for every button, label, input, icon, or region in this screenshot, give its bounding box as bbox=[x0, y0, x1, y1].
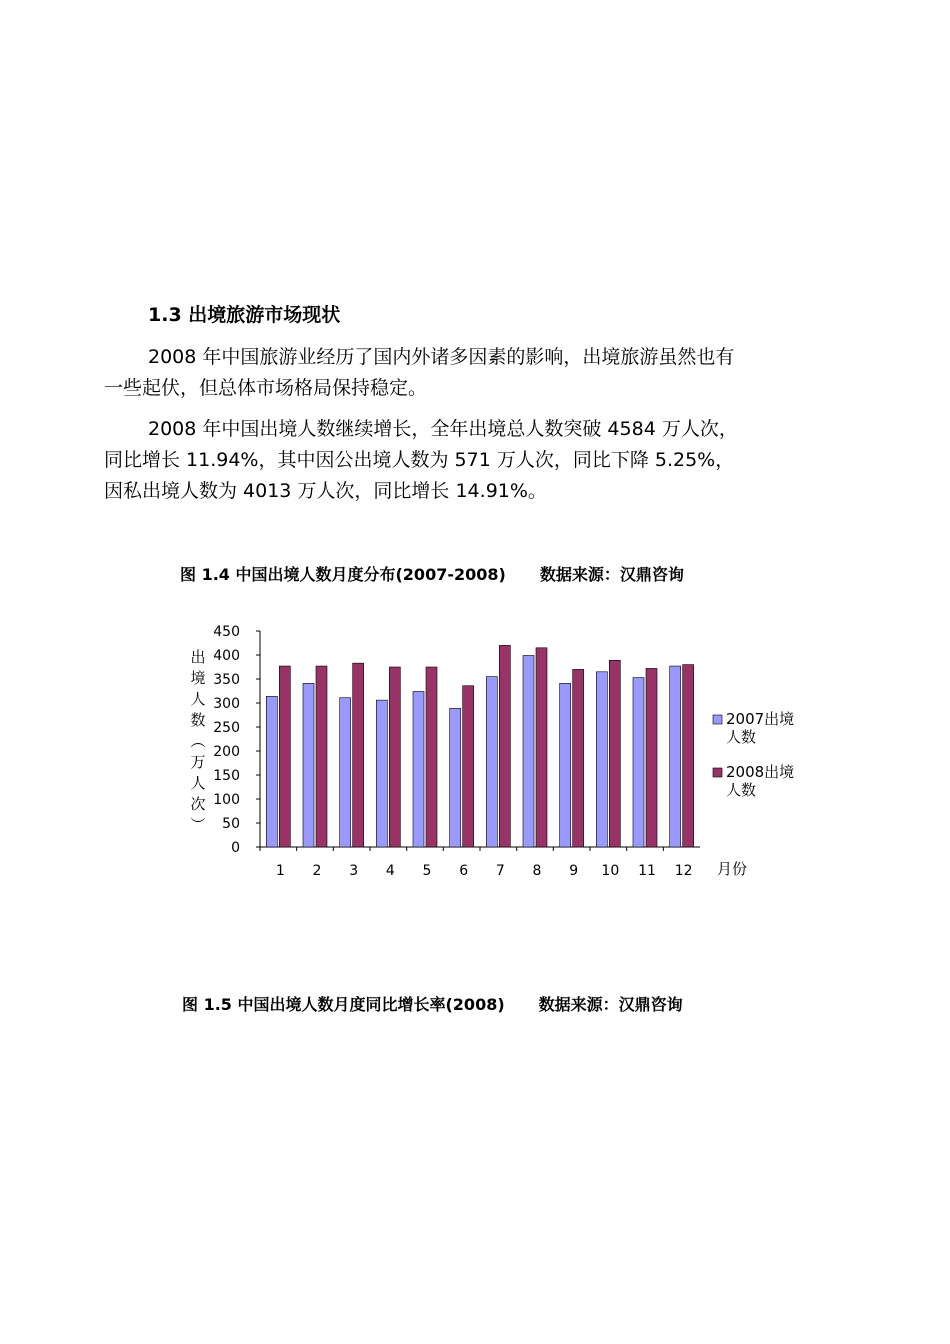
bar-2008 bbox=[573, 669, 584, 847]
legend-swatch-2008 bbox=[713, 768, 722, 777]
x-tick-label: 10 bbox=[601, 863, 620, 879]
y-tick-label: 150 bbox=[213, 768, 240, 784]
bar-2008 bbox=[279, 666, 290, 847]
y-axis-label-char: 人 bbox=[190, 774, 206, 792]
paragraph-line: 同比增长 11.94%，其中因公出境人数为 571 万人次，同比下降 5.25%， bbox=[104, 449, 735, 471]
x-tick-label: 4 bbox=[385, 863, 395, 879]
paragraph-line: 一些起伏，但总体市场格局保持稳定。 bbox=[104, 377, 428, 399]
x-tick-label: 6 bbox=[459, 863, 469, 879]
bar-2007 bbox=[340, 698, 351, 847]
bar-2008 bbox=[683, 665, 694, 847]
y-axis-label-char: ︵ bbox=[190, 732, 206, 750]
figure-caption-1 bbox=[180, 562, 684, 585]
section-title: 出境旅游市场现状 bbox=[188, 304, 341, 326]
bar-2008 bbox=[389, 667, 400, 847]
y-axis-label-char: 次 bbox=[190, 795, 206, 813]
x-tick-label: 2 bbox=[312, 863, 322, 879]
bar-2008 bbox=[353, 663, 364, 847]
y-axis-label-char: 境 bbox=[190, 669, 206, 687]
y-axis-label-char: 数 bbox=[190, 711, 206, 729]
bar-2007 bbox=[413, 691, 424, 847]
y-tick-label: 100 bbox=[213, 792, 240, 808]
x-tick-label: 11 bbox=[638, 863, 656, 879]
y-axis-label-char: ︶ bbox=[190, 816, 206, 834]
bar-2007 bbox=[560, 683, 571, 847]
legend-swatch-2007 bbox=[713, 715, 722, 724]
bar-2007 bbox=[266, 696, 277, 847]
y-tick-label: 300 bbox=[213, 696, 240, 712]
y-tick-label: 250 bbox=[213, 720, 240, 736]
bar-2007 bbox=[670, 666, 681, 847]
section-number: 1.3 bbox=[148, 304, 182, 326]
figure-title: 图 1.4 中国出境人数月度分布(2007-2008) bbox=[180, 565, 506, 584]
x-tick-label: 1 bbox=[275, 863, 285, 879]
monthly-outbound-chart bbox=[180, 612, 820, 892]
paragraph-1 bbox=[104, 342, 856, 404]
legend-label: 人数 bbox=[726, 728, 757, 746]
y-tick-label: 350 bbox=[213, 672, 240, 688]
x-tick-label: 9 bbox=[569, 863, 579, 879]
bar-2008 bbox=[536, 648, 547, 847]
paragraph-line: 因私出境人数为 4013 万人次，同比增长 14.91%。 bbox=[104, 480, 547, 502]
bar-2007 bbox=[486, 677, 497, 847]
bar-2007 bbox=[596, 672, 607, 847]
figure-source: 数据来源：汉鼎咨询 bbox=[539, 565, 684, 584]
figure-title: 图 1.5 中国出境人数月度同比增长率(2008) bbox=[182, 995, 505, 1014]
bar-2008 bbox=[609, 660, 620, 847]
y-tick-label: 450 bbox=[213, 624, 240, 640]
bar-2008 bbox=[316, 666, 327, 847]
bar-2007 bbox=[450, 708, 461, 847]
bar-2007 bbox=[303, 683, 314, 847]
figure-caption-2 bbox=[182, 992, 683, 1015]
bar-2007 bbox=[523, 655, 534, 847]
x-tick-label: 7 bbox=[495, 863, 505, 879]
x-tick-label: 3 bbox=[349, 863, 359, 879]
y-axis-label-char: 出 bbox=[190, 648, 206, 666]
y-tick-label: 0 bbox=[231, 840, 240, 856]
y-tick-label: 400 bbox=[213, 648, 240, 664]
legend-label: 2008出境 bbox=[726, 763, 795, 781]
x-tick-label: 8 bbox=[532, 863, 542, 879]
paragraph-line: 2008 年中国旅游业经历了国内外诸多因素的影响，出境旅游虽然也有 bbox=[148, 346, 735, 368]
paragraph-line: 2008 年中国出境人数继续增长，全年出境总人数突破 4584 万人次， bbox=[148, 418, 738, 440]
bar-2008 bbox=[499, 645, 510, 847]
bar-2008 bbox=[463, 686, 474, 847]
y-axis-label-char: 万 bbox=[190, 753, 206, 771]
figure-source: 数据来源：汉鼎咨询 bbox=[538, 995, 683, 1014]
paragraph-2 bbox=[104, 414, 856, 507]
legend-label: 人数 bbox=[726, 781, 757, 799]
y-tick-label: 200 bbox=[213, 744, 240, 760]
bar-2007 bbox=[633, 678, 644, 847]
legend-label: 2007出境 bbox=[726, 710, 795, 728]
y-axis-label-char: 人 bbox=[190, 690, 206, 708]
bar-2007 bbox=[376, 700, 387, 847]
x-tick-label: 12 bbox=[674, 863, 693, 879]
x-axis-label: 月份 bbox=[716, 860, 748, 878]
y-tick-label: 50 bbox=[222, 816, 240, 832]
bar-2008 bbox=[426, 667, 437, 847]
x-tick-label: 5 bbox=[422, 863, 432, 879]
section-heading bbox=[148, 300, 340, 327]
bar-2008 bbox=[646, 668, 657, 847]
